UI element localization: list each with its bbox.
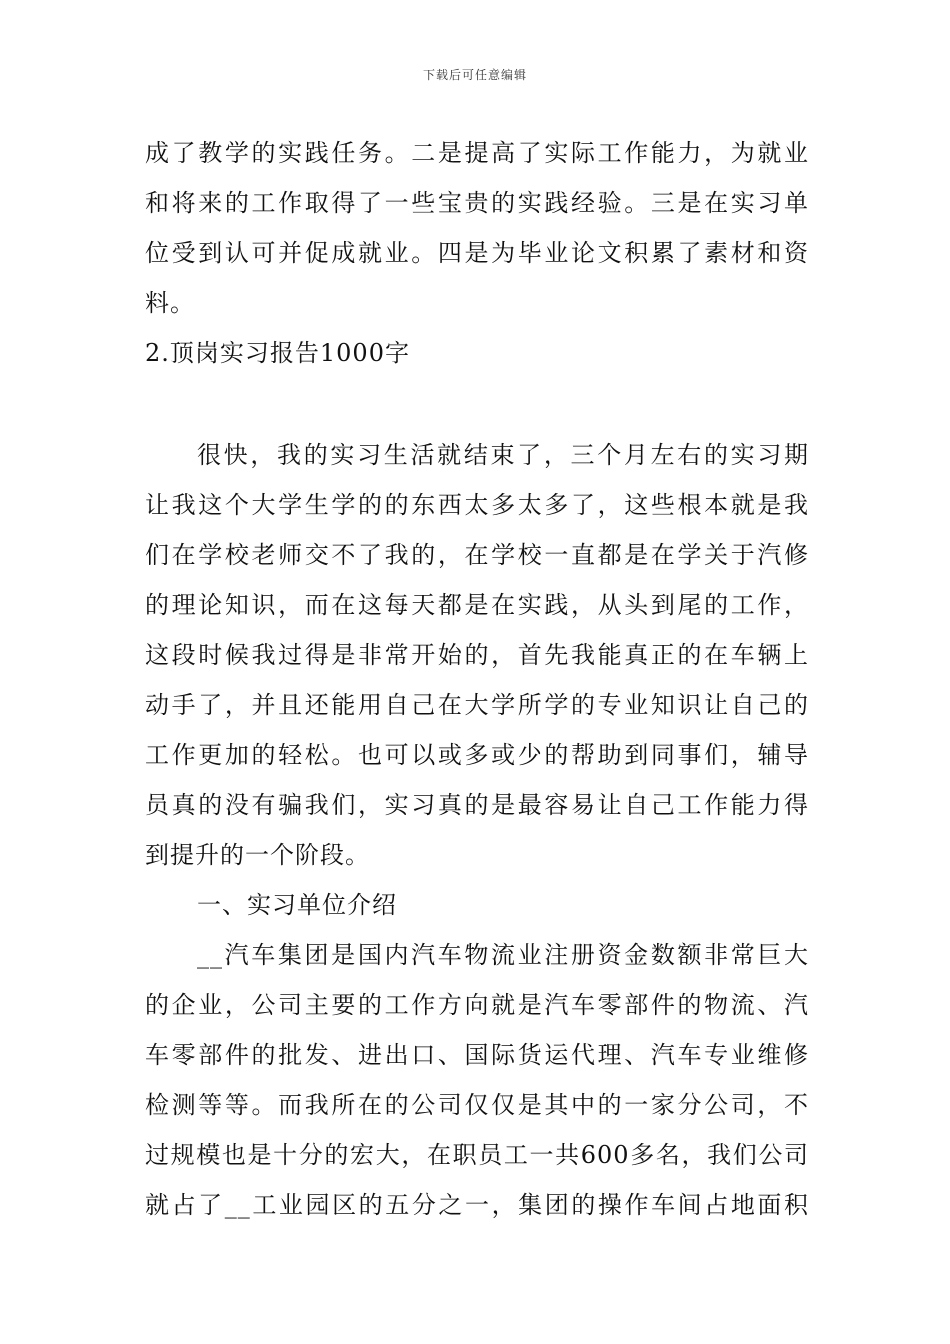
subsection-title: 一、实习单位介绍 <box>197 891 397 919</box>
paragraph-line: 和将来的工作取得了一些宝贵的实践经验。三是在实习单 <box>145 189 809 217</box>
paragraph-line: 检测等等。而我所在的公司仅仅是其中的一家分公司，不 <box>145 1091 809 1119</box>
paragraph-line: 们在学校老师交不了我的，在学校一直都是在学关于汽修 <box>145 541 809 569</box>
header-note: 下载后可任意编辑 <box>422 68 527 82</box>
paragraph-line: 就占了__工业园区的五分之一，集团的操作车间占地面积 <box>145 1191 809 1219</box>
paragraph-line: 车零部件的批发、进出口、国际货运代理、汽车专业维修 <box>145 1041 809 1069</box>
blank-line <box>145 378 809 430</box>
paragraph-line: 工作更加的轻松。也可以或多或少的帮助到同事们，辅导 <box>145 741 809 769</box>
paragraph-line: 到提升的一个阶段。 <box>145 841 370 869</box>
paragraph-line: 动手了，并且还能用自己在大学所学的专业知识让自己的 <box>145 691 809 719</box>
document-body <box>145 128 809 1230</box>
paragraph-line: __汽车集团是国内汽车物流业注册资金数额非常巨大 <box>197 941 809 969</box>
paragraph-line: 员真的没有骗我们，实习真的是最容易让自己工作能力得 <box>145 791 809 819</box>
section-heading: 2.顶岗实习报告1000字 <box>145 339 410 367</box>
paragraph-line: 料。 <box>145 289 195 317</box>
paragraph-line: 位受到认可并促成就业。四是为毕业论文积累了素材和资 <box>145 239 809 267</box>
paragraph-line: 的理论知识，而在这每天都是在实践，从头到尾的工作， <box>145 591 809 619</box>
paragraph-line: 过规模也是十分的宏大，在职员工一共600多名，我们公司 <box>145 1141 809 1169</box>
paragraph-line: 成了教学的实践任务。二是提高了实际工作能力，为就业 <box>145 139 809 167</box>
paragraph-line: 让我这个大学生学的的东西太多太多了，这些根本就是我 <box>145 491 809 519</box>
paragraph-line: 这段时候我过得是非常开始的，首先我能真正的在车辆上 <box>145 641 809 669</box>
paragraph-line: 很快，我的实习生活就结束了，三个月左右的实习期 <box>197 441 809 469</box>
paragraph-line: 的企业，公司主要的工作方向就是汽车零部件的物流、汽 <box>145 991 809 1019</box>
